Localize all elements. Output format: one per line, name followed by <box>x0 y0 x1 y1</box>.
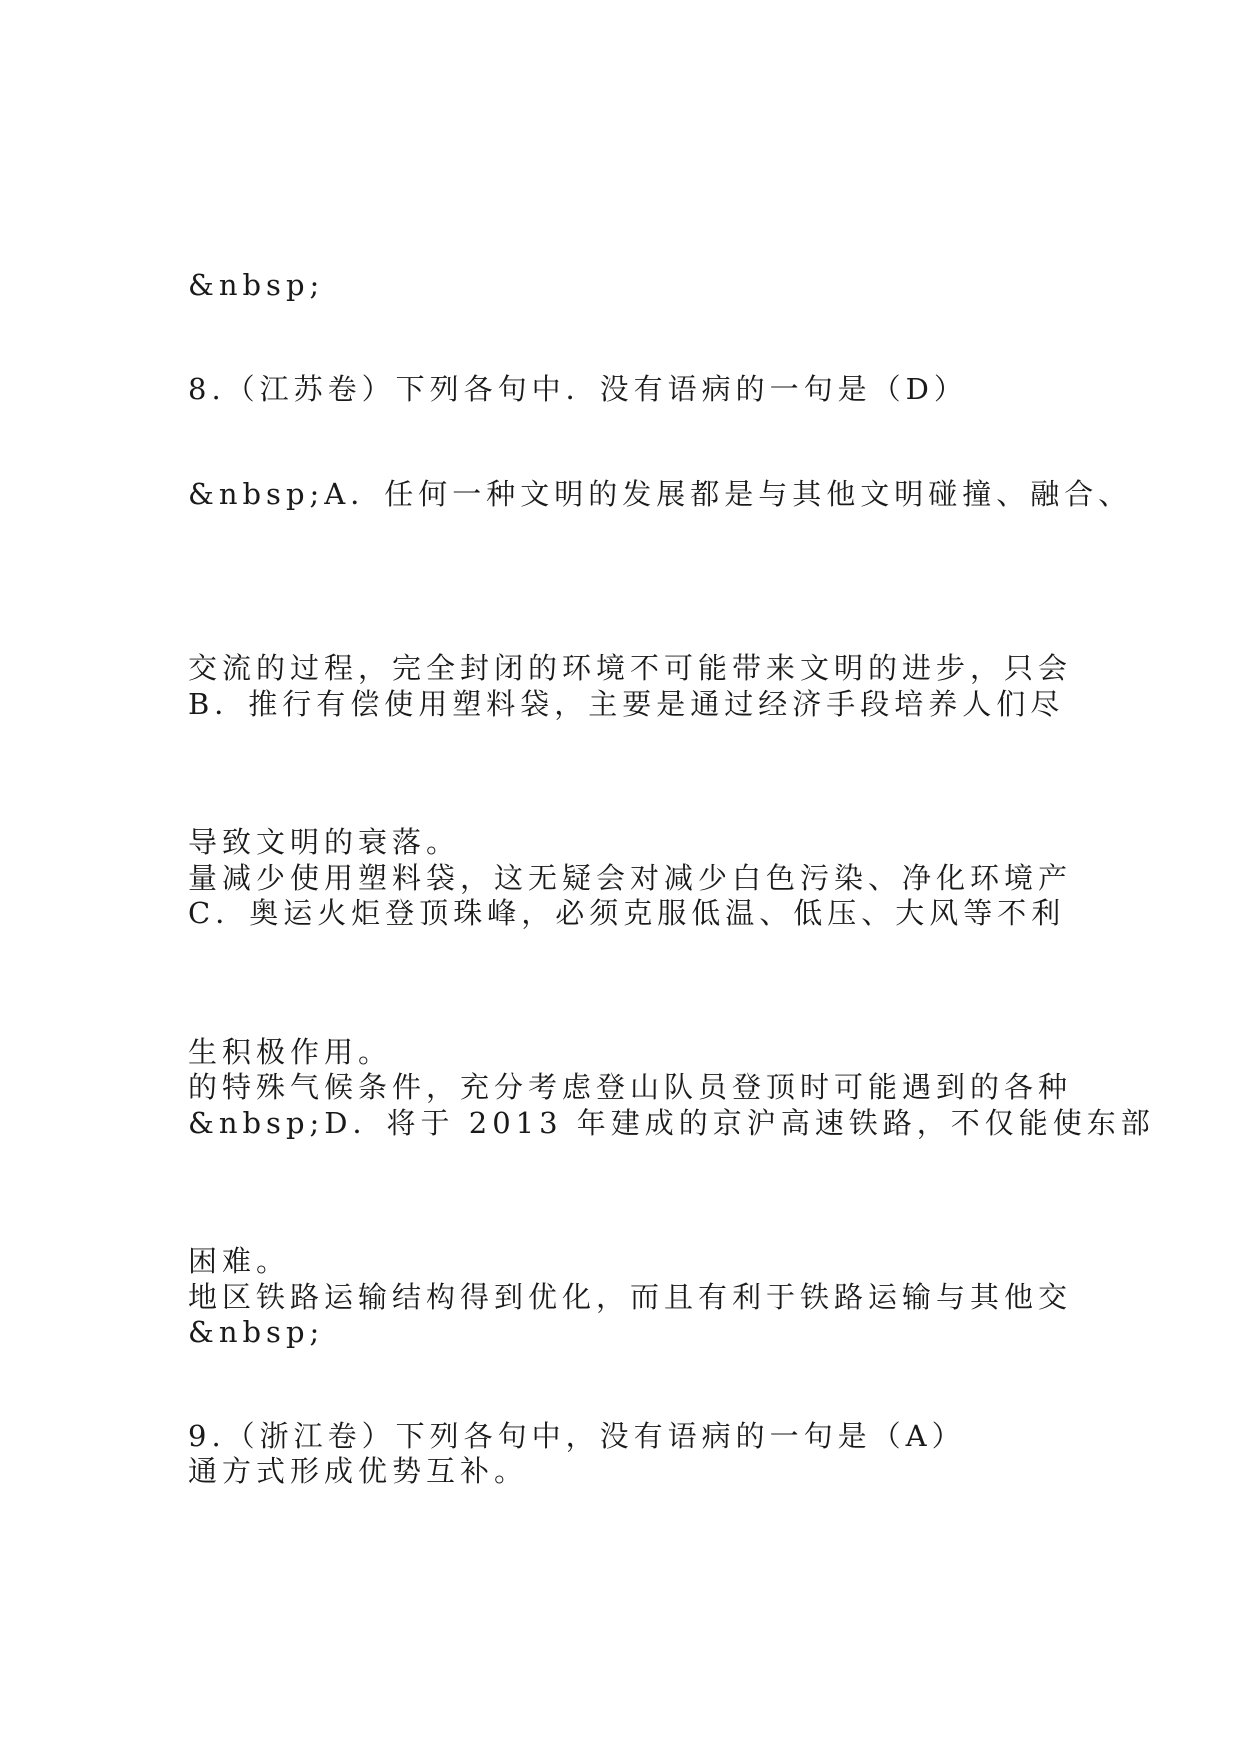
text-line: 导致文明的衰落。 <box>188 825 461 859</box>
text-line: C．奥运火炬登顶珠峰，必须克服低温、低压、大风等不利 <box>188 896 1066 930</box>
question-9-stem <box>188 1291 1068 1581</box>
text-line: 困难。 <box>188 1244 291 1278</box>
text-line: &nbsp;A．任何一种文明的发展都是与其他文明碰撞、融合、 <box>188 477 1133 511</box>
text-line: 9.（浙江卷）下列各句中，没有语病的一句是（A） <box>188 1419 966 1453</box>
text-line: 地区铁路运输结构得到优化，而且有利于铁路运输与其他交 <box>188 1280 1073 1314</box>
text-line: 通方式形成优势互补。 <box>188 1454 529 1488</box>
text-line: &nbsp;D．将于 2013 年建成的京沪高速铁路，不仅能使东部 <box>188 1106 1155 1140</box>
text-line: &nbsp; <box>188 1315 325 1349</box>
text-line: 量减少使用塑料袋，这无疑会对减少白色污染、净化环境产 <box>188 861 1073 895</box>
text-line: 生积极作用。 <box>188 1035 393 1069</box>
text-line: &nbsp; <box>188 268 325 302</box>
text-line: 的特殊气候条件，充分考虑登山队员登顶时可能遇到的各种 <box>188 1070 1073 1104</box>
text-line: 8.（江苏卷）下列各句中．没有语病的一句是（D） <box>188 372 968 406</box>
text-line: B．推行有偿使用塑料袋，主要是通过经济手段培养人们尽 <box>188 687 1065 721</box>
text-line: 交流的过程，完全封闭的环境不可能带来文明的进步，只会 <box>188 651 1073 685</box>
